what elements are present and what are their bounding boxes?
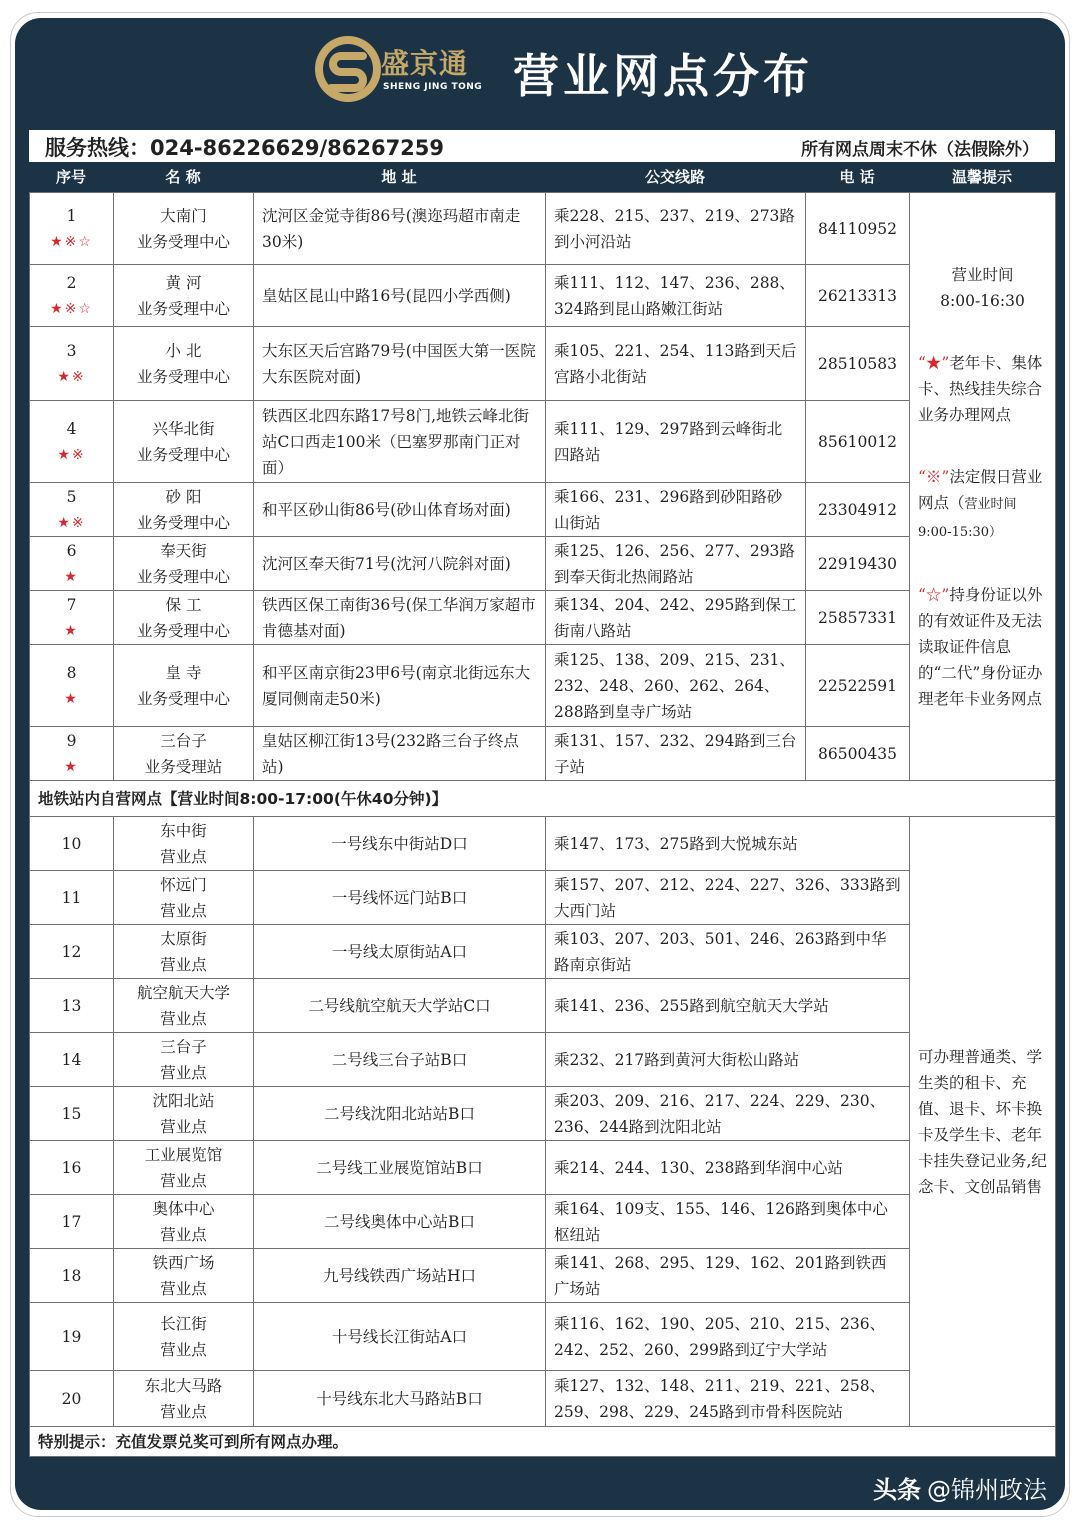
page-title: 营业网点分布 [513,49,813,103]
table-row [30,265,1056,327]
brand-cn: 盛京通 [381,47,469,80]
header [15,18,1065,128]
name-cell: 怀远门 营业点 [114,871,254,925]
column-header-seq: 序号 [55,168,86,186]
seq-cell: 4 ★※ [30,401,114,483]
seq-cell: 11 [30,871,114,925]
bus-cell: 乘164、109支、155、146、126路到奥体中心枢纽站 [546,1195,910,1249]
tip-holiday: “※”法定假日营业网点（营业时间9:00-15:30） [918,467,1043,540]
subway-section-title: 地铁站内自营网点【营业时间8:00-17:00(午休40分钟)】 [30,781,1056,817]
brand-wordmark [381,42,497,106]
tip-star: “★”老年卡、集体卡、热线挂失综合业务办理网点 [918,353,1043,424]
table-row [30,817,1056,871]
watermark-platform: 头条 [873,1476,921,1504]
seq-cell: 18 [30,1249,114,1303]
seq-cell: 7 ★ [30,591,114,645]
tel-cell: 86500435 [806,727,910,781]
service-marks: ★ [64,758,79,775]
bus-cell: 乘111、112、147、236、288、324路到昆山路嫩江街站 [546,265,806,327]
name-cell: 奥体中心 营业点 [114,1195,254,1249]
sheng-jing-tong-logo-icon [313,34,383,104]
bus-cell: 乘131、157、232、294路到三台子站 [546,727,806,781]
seq-cell: 8 ★ [30,645,114,727]
address-cell: 沈河区金觉寺街86号(澳迩玛超市南走30米) [254,193,546,265]
outlet-table [29,192,1056,1457]
name-cell: 工业展览馆 营业点 [114,1141,254,1195]
address-cell: 铁西区保工南街36号(保工华润万家超市肯德基对面) [254,591,546,645]
table-row [30,327,1056,401]
holiday-mark-icon: “※” [918,467,950,486]
name-cell: 大南门 业务受理中心 [114,193,254,265]
seq-cell: 16 [30,1141,114,1195]
address-cell: 皇姑区昆山中路16号(昆四小学西侧) [254,265,546,327]
tips-cell-subway: 可办理普通类、学生类的租卡、充值、退卡、坏卡换卡及学生卡、老年卡挂失登记业务,纪念卡、文创品销售 [910,817,1056,1427]
bus-cell: 乘141、268、295、129、162、201路到铁西广场站 [546,1249,910,1303]
service-marks: ★※ [57,446,86,463]
address-cell: 沈河区奉天街71号(沈河八院斜对面) [254,537,546,591]
bus-cell: 乘228、215、237、219、273路到小河沿站 [546,193,806,265]
name-cell: 兴华北街 业务受理中心 [114,401,254,483]
table-row [30,193,1056,265]
address-cell: 一号线太原街站A口 [254,925,546,979]
address-cell: 和平区南京街23甲6号(南京北街远东大厦同侧南走50米) [254,645,546,727]
address-cell: 十号线长江街站A口 [254,1303,546,1371]
column-header-tips: 温馨提示 [951,168,1012,186]
bus-cell: 乘125、138、209、215、231、232、248、260、262、264、288路到皇寺广场站 [546,645,806,727]
name-cell: 长江街 营业点 [114,1303,254,1371]
seq-cell: 20 [30,1371,114,1427]
seq-cell: 3 ★※ [30,327,114,401]
name-cell: 东中街 营业点 [114,817,254,871]
service-marks: ★※☆ [50,233,93,250]
seq-cell: 15 [30,1087,114,1141]
seq-cell: 6 ★ [30,537,114,591]
service-marks: ★ [64,622,79,639]
name-cell: 奉天街 业务受理中心 [114,537,254,591]
tel-cell: 28510583 [806,327,910,401]
business-hours: 营业时间 8:00-16:30 [940,265,1025,310]
name-cell: 黄 河 业务受理中心 [114,265,254,327]
name-cell: 小 北 业务受理中心 [114,327,254,401]
service-marks: ★※ [57,514,86,531]
tel-cell: 84110952 [806,193,910,265]
table-row [30,979,1056,1033]
service-marks: ★※ [57,368,86,385]
table-row [30,1303,1056,1371]
address-cell: 二号线工业展览馆站B口 [254,1141,546,1195]
tel-cell: 85610012 [806,401,910,483]
bus-cell: 乘127、132、148、211、219、221、258、259、298、229、245路到市骨科医院站 [546,1371,910,1427]
service-hotline: 服务热线：024-86226629/86267259 [45,136,445,160]
table-row [30,401,1056,483]
bus-cell: 乘105、221、254、113路到天后宫路小北街站 [546,327,806,401]
address-cell: 大东区天后宫路79号(中国医大第一医院大东医院对面) [254,327,546,401]
address-cell: 二号线三台子站B口 [254,1033,546,1087]
weekend-note: 所有网点周末不休（法假除外） [801,140,1039,160]
table-row [30,591,1056,645]
column-header-address: 地 址 [381,168,417,186]
table-row [30,537,1056,591]
tel-cell: 26213313 [806,265,910,327]
column-header-name: 名 称 [165,168,201,186]
name-cell: 三台子 营业点 [114,1033,254,1087]
name-cell: 太原街 营业点 [114,925,254,979]
seq-cell: 10 [30,817,114,871]
service-marks: ★ [64,568,79,585]
seq-cell: 17 [30,1195,114,1249]
table-row [30,1033,1056,1087]
address-cell: 二号线航空航天大学站C口 [254,979,546,1033]
special-note-row [30,1427,1056,1457]
tel-cell: 23304912 [806,483,910,537]
table-row [30,1087,1056,1141]
bus-cell: 乘125、126、256、277、293路到奉天街北热闹路站 [546,537,806,591]
address-cell: 十号线东北大马路站B口 [254,1371,546,1427]
address-cell: 一号线怀远门站B口 [254,871,546,925]
table-row [30,925,1056,979]
bus-cell: 乘116、162、190、205、210、215、236、242、252、260、299路到辽宁大学站 [546,1303,910,1371]
seq-cell: 13 [30,979,114,1033]
bus-cell: 乘103、207、203、501、246、263路到中华路南京街站 [546,925,910,979]
bus-cell: 乘166、231、296路到砂阳路砂山街站 [546,483,806,537]
column-header-row [29,162,1055,192]
name-cell: 航空航天大学 营业点 [114,979,254,1033]
poster-board [15,18,1065,1510]
name-cell: 三台子 业务受理站 [114,727,254,781]
tel-cell: 22522591 [806,645,910,727]
name-cell: 保 工 业务受理中心 [114,591,254,645]
seq-cell: 12 [30,925,114,979]
star-mark-icon: “★” [918,353,950,372]
bus-cell: 乘111、129、297路到云峰街北四路站 [546,401,806,483]
address-cell: 皇姑区柳江街13号(232路三台子终点站) [254,727,546,781]
address-cell: 铁西区北四东路17号8门,地铁云峰北街站C口西走100米（巴塞罗那南门正对面） [254,401,546,483]
tel-cell: 25857331 [806,591,910,645]
address-cell: 和平区砂山街86号(砂山体育场对面) [254,483,546,537]
brand-en: SHENG JING TONG [383,82,483,92]
watermark-account: @锦州政法 [927,1476,1047,1504]
bus-cell: 乘232、217路到黄河大街松山路站 [546,1033,910,1087]
tel-cell: 22919430 [806,537,910,591]
seq-cell: 2 ★※☆ [30,265,114,327]
name-cell: 皇 寺 业务受理中心 [114,645,254,727]
table-row [30,1141,1056,1195]
seq-cell: 19 [30,1303,114,1371]
bus-cell: 乘203、209、216、217、224、229、230、236、244路到沈阳北站 [546,1087,910,1141]
address-cell: 二号线奥体中心站B口 [254,1195,546,1249]
address-cell: 一号线东中街站D口 [254,817,546,871]
table-row [30,1371,1056,1427]
table-row [30,1195,1056,1249]
tips-cell-service [910,193,1056,781]
name-cell: 砂 阳 业务受理中心 [114,483,254,537]
table-row [30,871,1056,925]
table-row [30,645,1056,727]
watermark [873,1470,1047,1505]
seq-cell: 14 [30,1033,114,1087]
table-row [30,727,1056,781]
bus-cell: 乘141、236、255路到航空航天大学站 [546,979,910,1033]
bus-cell: 乘147、173、275路到大悦城东站 [546,817,910,871]
column-header-tel: 电 话 [839,168,875,186]
subway-section-row [30,781,1056,817]
service-marks: ★※☆ [50,300,93,317]
special-note: 特别提示：充值发票兑奖可到所有网点办理。 [30,1427,1056,1457]
address-cell: 九号线铁西广场站H口 [254,1249,546,1303]
table-row [30,1249,1056,1303]
address-cell: 二号线沈阳北站站B口 [254,1087,546,1141]
name-cell: 东北大马路 营业点 [114,1371,254,1427]
service-marks: ★ [64,690,79,707]
column-header-bus: 公交线路 [644,168,705,186]
name-cell: 铁西广场 营业点 [114,1249,254,1303]
seq-cell: 5 ★※ [30,483,114,537]
hotline-bar [29,130,1055,162]
table-row [30,483,1056,537]
seq-cell: 9 ★ [30,727,114,781]
bus-cell: 乘157、207、212、224、227、326、333路到大西门站 [546,871,910,925]
seq-cell: 1 ★※☆ [30,193,114,265]
bus-cell: 乘134、204、242、295路到保工街南八路站 [546,591,806,645]
bus-cell: 乘214、244、130、238路到华润中心站 [546,1141,910,1195]
tip-id: “☆”持身份证以外的有效证件及无法读取证件信息的“二代”身份证办理老年卡业务网点 [918,585,1043,708]
id-mark-icon: “☆” [918,585,950,604]
name-cell: 沈阳北站 营业点 [114,1087,254,1141]
